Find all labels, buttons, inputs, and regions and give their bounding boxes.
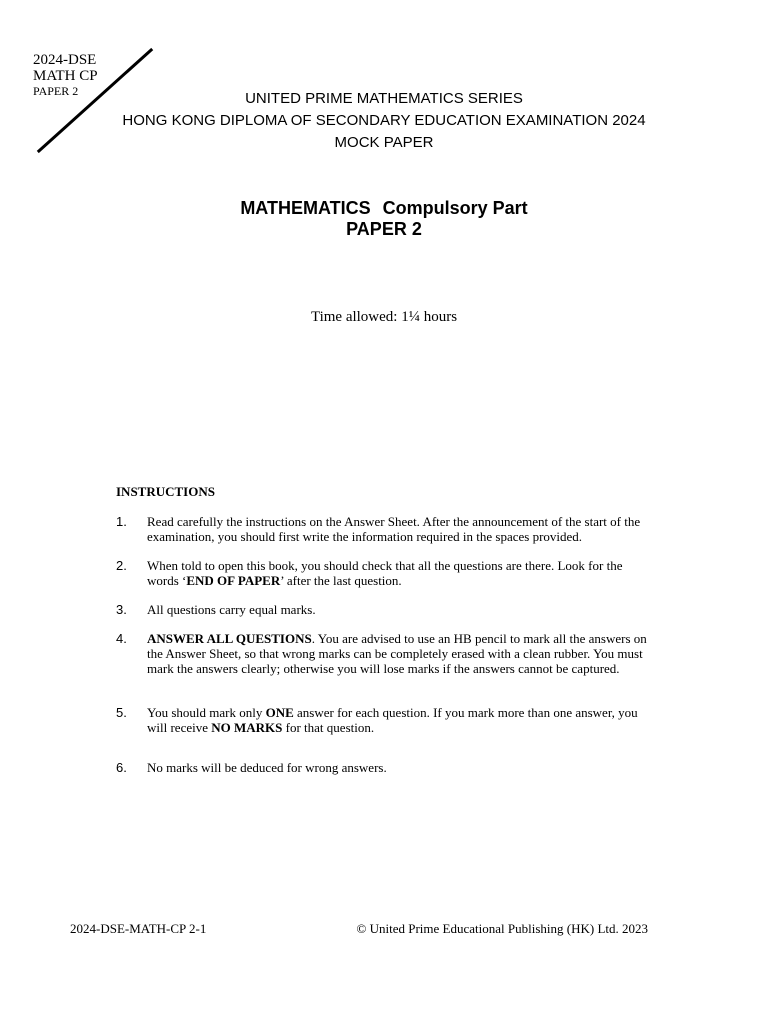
instruction-text-segment: No marks will be deduced for wrong answers. (147, 760, 387, 775)
instruction-text (147, 631, 655, 676)
exam-title: HONG KONG DIPLOMA OF SECONDARY EDUCATION EXAMINATION 2024 (122, 112, 646, 129)
instructions-heading: INSTRUCTIONS (116, 484, 215, 499)
paper-code-line-3: PAPER 2 (33, 83, 79, 98)
instruction-text (147, 760, 655, 775)
series-title: UNITED PRIME MATHEMATICS SERIES (245, 90, 523, 107)
instruction-text-segment: . You are advised to use an HB pencil to mark all the answers on the Answer Sheet, so that wrong marks can be completely erased with a clean rubber. You must mark the answers clearly; otherwise you will lose marks if the answers cannot be captured. (147, 631, 647, 676)
instruction-emphasis: ANSWER ALL QUESTIONS (147, 631, 312, 646)
subject-part: Compulsory Part (382, 198, 528, 218)
instruction-emphasis: NO MARKS (211, 720, 283, 735)
instruction-text-segment: answer for each question. If you mark more than one answer, you will receive (147, 705, 638, 735)
instruction-number: 3. (116, 602, 127, 617)
instruction-number: 4. (116, 631, 127, 646)
instruction-emphasis: END OF PAPER (186, 573, 281, 588)
instruction-text (147, 602, 655, 617)
subject-title (0, 198, 768, 219)
instruction-text-segment: ’ after the last question. (280, 573, 402, 588)
time-allowed: Time allowed: 1¼ hours (310, 309, 458, 325)
footer-page-code: 2024-DSE-MATH-CP 2-1 (70, 921, 207, 936)
instruction-text (147, 558, 655, 588)
instruction-text-segment: You should mark only (147, 705, 266, 720)
instruction-number: 1. (116, 514, 127, 529)
instruction-text-segment: Read carefully the instructions on the Answer Sheet. After the announcement of the start of the examination, you should first write the information required in the spaces provided. (147, 514, 641, 544)
instruction-emphasis: ONE (265, 705, 294, 720)
paper-code-line-2: MATH CP (33, 67, 98, 84)
paper-number: PAPER 2 (346, 219, 422, 239)
footer-copyright: © United Prime Educational Publishing (HK) Ltd. 2023 (356, 921, 648, 936)
subject-name: MATHEMATICS (240, 198, 371, 218)
paper-code-line-1: 2024-DSE (33, 52, 97, 68)
instruction-number: 2. (116, 558, 127, 573)
instruction-text-segment: When told to open this book, you should check that all the questions are there. Look for the words ‘ (147, 558, 623, 588)
instruction-text-segment: All questions carry equal marks. (147, 602, 316, 617)
instruction-text (147, 514, 655, 544)
paper-type: MOCK PAPER (334, 134, 434, 151)
instruction-number: 5. (116, 705, 127, 720)
instruction-number: 6. (116, 760, 127, 775)
instruction-text-segment: for that question. (282, 720, 375, 735)
instruction-text (147, 705, 655, 735)
